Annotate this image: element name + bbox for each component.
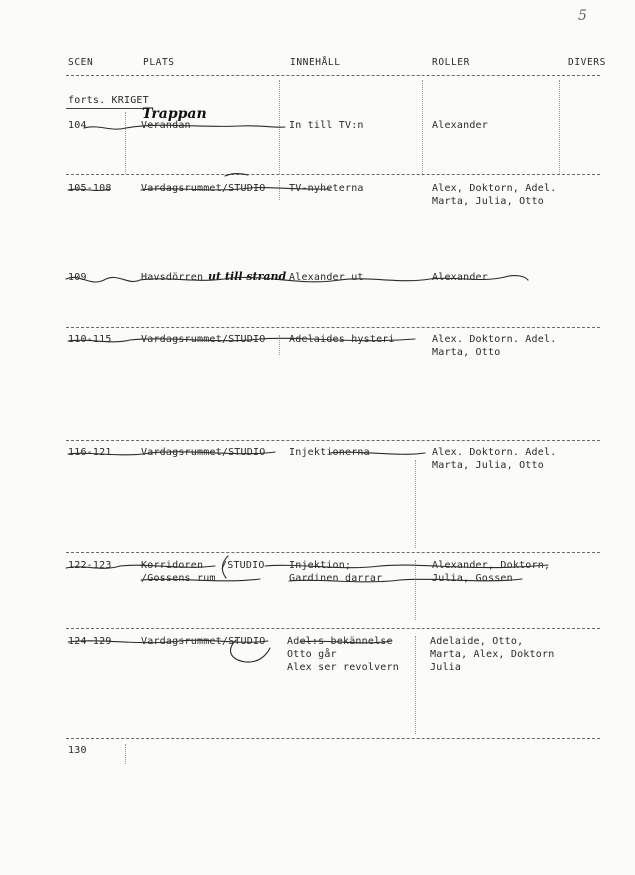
strike-line — [265, 565, 548, 568]
row-109-plats-handwritten: ut till strand — [208, 270, 287, 283]
section-heading: forts. KRIGET — [68, 95, 149, 106]
strike-line — [68, 189, 110, 190]
row-124-innehall-3: Alex ser revolvern — [287, 662, 399, 673]
row-109-plats: Havsdörren — [141, 272, 204, 283]
row-122-innehall-1: Injektion; — [289, 560, 352, 571]
row-122-scen: 122-123 — [68, 560, 112, 571]
row-110-roller-2: Marta, Otto — [432, 347, 501, 358]
row-109-scen: 109 — [68, 272, 87, 283]
row-124-roller-3: Julia — [430, 662, 462, 673]
strike-line — [66, 277, 505, 282]
strike-line — [225, 174, 248, 176]
row-122-innehall-2: Gardinen darrar — [289, 573, 383, 584]
row-124-innehall-1: Adel:s bekännelse — [287, 636, 393, 647]
row-124-plats: Vardagsrummet/STUDIO — [141, 636, 266, 647]
row-124-scen: 124-129 — [68, 636, 112, 647]
row-116-innehall: Injektionerna — [289, 447, 370, 458]
row-105-scen: 105-108 — [68, 183, 112, 194]
strike-line — [222, 556, 228, 578]
strike-line — [68, 338, 415, 342]
row-105-plats: Vardagsrummet/STUDIO — [141, 183, 266, 194]
row-124-roller-2: Marta, Alex, Doktorn — [430, 649, 555, 660]
row-104-plats-handwritten: Trappan — [142, 106, 207, 122]
row-122-roller-2: Julia, Gossen — [432, 573, 513, 584]
strike-line — [505, 276, 528, 280]
row-122-roller-1: Alexander, Doktorn, — [432, 560, 551, 571]
strike-line — [330, 452, 425, 454]
strike-line — [141, 579, 260, 581]
strike-line — [289, 579, 522, 582]
page-number: 130 — [68, 745, 87, 756]
strike-line — [68, 452, 275, 455]
row-104-innehall: In till TV:n — [289, 120, 364, 131]
strike-line — [141, 187, 330, 190]
header-plats: PLATS — [143, 57, 175, 68]
row-104-roller: Alexander — [432, 120, 488, 131]
row-116-scen: 116-121 — [68, 447, 112, 458]
row-109-innehall: Alexander ut — [289, 272, 364, 283]
strike-line — [300, 641, 392, 643]
row-124-innehall-2: Otto går — [287, 649, 337, 660]
row-122-plats-2: /Gossens rum — [141, 573, 216, 584]
row-116-roller-2: Marta, Julia, Otto — [432, 460, 544, 471]
row-124-roller-1: Adelaide, Otto, — [430, 636, 524, 647]
row-105-roller-2: Marta, Julia, Otto — [432, 196, 544, 207]
row-110-scen: 110-115 — [68, 334, 112, 345]
row-109-roller: Alexander — [432, 272, 488, 283]
row-104-plats: Verandan — [141, 120, 191, 131]
row-110-innehall: Adelaides hysteri — [289, 334, 395, 345]
strike-line — [84, 125, 285, 129]
row-105-innehall: TV-nyheterna — [289, 183, 364, 194]
row-116-plats: Vardagsrummet/STUDIO — [141, 447, 266, 458]
strike-line — [231, 640, 270, 662]
header-roller: ROLLER — [432, 57, 470, 68]
strike-line — [66, 565, 215, 568]
row-122-plats-1: Korridoren — [141, 560, 204, 571]
row-116-roller-1: Alex. Doktorn. Adel. — [432, 447, 557, 458]
header-innehall: INNEHÅLL — [290, 57, 341, 68]
row-104-scen: 104 — [68, 120, 87, 131]
corner-page-mark: 5 — [578, 8, 587, 24]
row-110-plats: Vardagsrummet/STUDIO — [141, 334, 266, 345]
row-110-roller-1: Alex. Doktorn. Adel. — [432, 334, 557, 345]
header-scen: SCEN — [68, 57, 94, 68]
strike-line — [68, 640, 268, 642]
row-105-roller-1: Alex, Doktorn, Adel. — [432, 183, 557, 194]
row-122-plats-studio: /STUDIO — [221, 560, 265, 571]
header-divers: DIVERS — [568, 57, 606, 68]
